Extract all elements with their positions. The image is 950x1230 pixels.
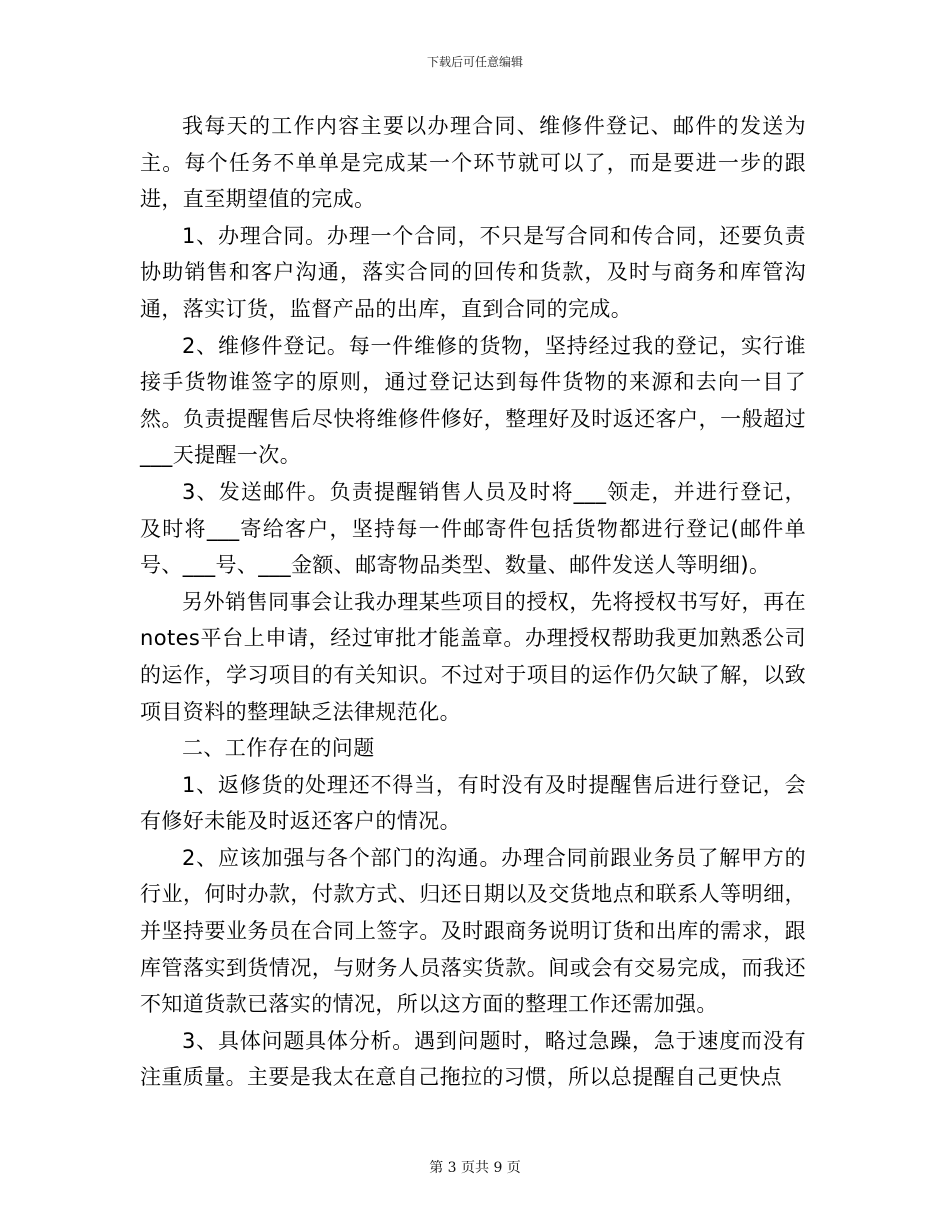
paragraph-authorization: 另外销售同事会让我办理某些项目的授权，先将授权书写好，再在notes平台上申请，经过审批才能盖章。办理授权帮助我更加熟悉公司的运作，学习项目的有关知识。不过对于项目的运作仍欠缺了解，以致项目资料的整理缺乏法律规范化。 bbox=[140, 589, 806, 724]
page-footer: 第 3 页共 9 页 bbox=[429, 1160, 521, 1176]
document-body bbox=[140, 108, 806, 1096]
paragraph-problem-2: 2、应该加强与各个部门的沟通。办理合同前跟业务员了解甲方的行业，何时办款，付款方式、归还日期以及交货地点和联系人等明细，并坚持要业务员在合同上签字。及时跟商务说明订货和出库的需求，跟库管落实到货情况，与财务人员落实货款。间或会有交易完成，而我还不知道货款已落实的情况，所以这方面的整理工作还需加强。 bbox=[140, 845, 806, 1017]
page-header: 下载后可任意编辑 bbox=[426, 55, 523, 69]
paragraph-problem-1: 1、返修货的处理还不得当，有时没有及时提醒售后进行登记，会有修好未能及时返还客户的情况。 bbox=[140, 772, 806, 834]
paragraph-repair-registration: 2、维修件登记。每一件维修的货物，坚持经过我的登记，实行谁接手货物谁签字的原则，通过登记达到每件货物的来源和去向一目了然。负责提醒售后尽快将维修件修好，整理好及时返还客户，一般超过___天提醒一次。 bbox=[140, 333, 806, 468]
section-heading: 二、工作存在的问题 bbox=[182, 736, 375, 761]
paragraph-mail-sending: 3、发送邮件。负责提醒销售人员及时将___领走，并进行登记，及时将___寄给客户，坚持每一件邮寄件包括货物都进行登记(邮件单号、___号、___金额、邮寄物品类型、数量、邮件发送人等明细)。 bbox=[140, 479, 806, 578]
paragraph-intro: 我每天的工作内容主要以办理合同、维修件登记、邮件的发送为主。每个任务不单单是完成某一个环节就可以了，而是要进一步的跟进，直至期望值的完成。 bbox=[140, 114, 806, 212]
paragraph-problem-3: 3、具体问题具体分析。遇到问题时，略过急躁，急于速度而没有注重质量。主要是我太在意自己拖拉的习惯，所以总提醒自己更快点 bbox=[140, 1028, 806, 1090]
paragraph-contract: 1、办理合同。办理一个合同，不只是写合同和传合同，还要负责协助销售和客户沟通，落实合同的回传和货款，及时与商务和库管沟通，落实订货，监督产品的出库，直到合同的完成。 bbox=[140, 223, 806, 321]
